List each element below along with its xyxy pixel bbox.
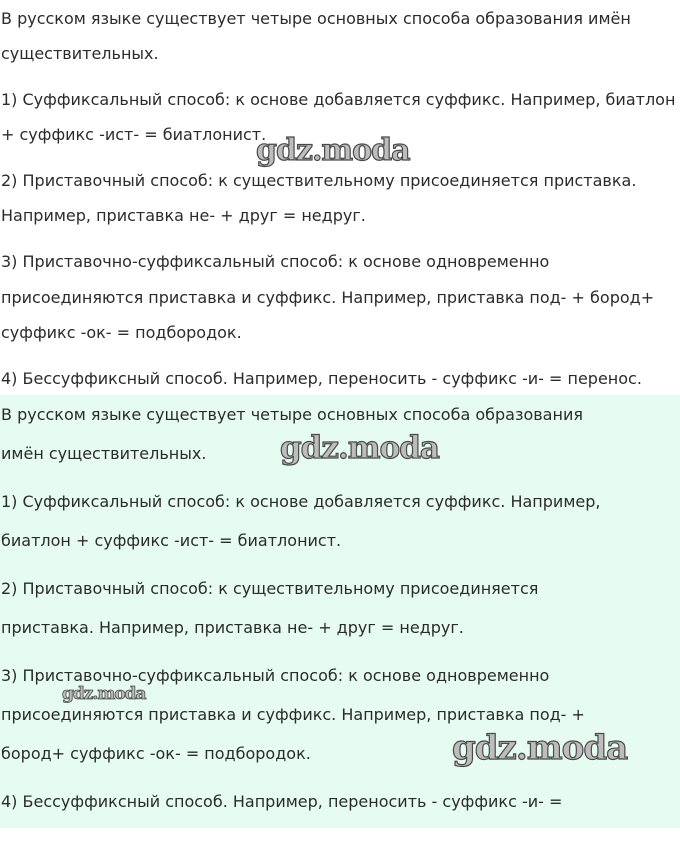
text-line: 3) Приставочно-суффиксальный способ: к основе одновременно bbox=[1, 252, 550, 271]
text-line: бород+ суффикс -ок- = подбородок. bbox=[1, 744, 311, 763]
text-line: 2) Приставочный способ: к существительному присоединяется приставка. bbox=[1, 171, 637, 190]
text-line: имён существительных. bbox=[1, 444, 207, 463]
text-line: суффикс -ок- = подбородок. bbox=[1, 323, 242, 342]
watermark-logo: gdz.moda bbox=[452, 728, 628, 768]
text-line: присоединяются приставка и суффикс. Например, приставка под- + бород+ bbox=[1, 288, 655, 307]
text-line: 1) Суффиксальный способ: к основе добавляется суффикс. Например, bbox=[1, 492, 601, 511]
watermark-logo: gdz.moda bbox=[62, 684, 146, 704]
text-line: 3) Приставочно-суффиксальный способ: к основе одновременно bbox=[1, 666, 550, 685]
answer-text-white bbox=[0, 0, 680, 395]
watermark-logo: gdz.moda bbox=[280, 430, 439, 466]
watermark-logo: gdz.moda bbox=[256, 133, 410, 168]
text-line: приставка. Например, приставка не- + друг = недруг. bbox=[1, 618, 464, 637]
text-line: 4) Бессуффиксный способ. Например, переносить - суффикс -и- = перенос. bbox=[1, 369, 642, 388]
text-line: присоединяются приставка и суффикс. Например, приставка под- + bbox=[1, 705, 585, 724]
text-line: В русском языке существует четыре основных способа образования bbox=[1, 405, 583, 424]
text-line: 1) Суффиксальный способ: к основе добавляется суффикс. Например, биатлон bbox=[1, 90, 676, 109]
text-line: + суффикс -ист- = биатлонист. bbox=[1, 125, 267, 144]
text-line: существительных. bbox=[1, 44, 159, 63]
text-line: Например, приставка не- + друг = недруг. bbox=[1, 206, 366, 225]
text-line: В русском языке существует четыре основных способа образования имён bbox=[1, 9, 631, 28]
answer-text-green bbox=[0, 395, 680, 828]
text-line: 2) Приставочный способ: к существительному присоединяется bbox=[1, 579, 539, 598]
text-line: биатлон + суффикс -ист- = биатлонист. bbox=[1, 531, 342, 550]
text-line: 4) Бессуффиксный способ. Например, переносить - суффикс -и- = bbox=[1, 792, 563, 811]
